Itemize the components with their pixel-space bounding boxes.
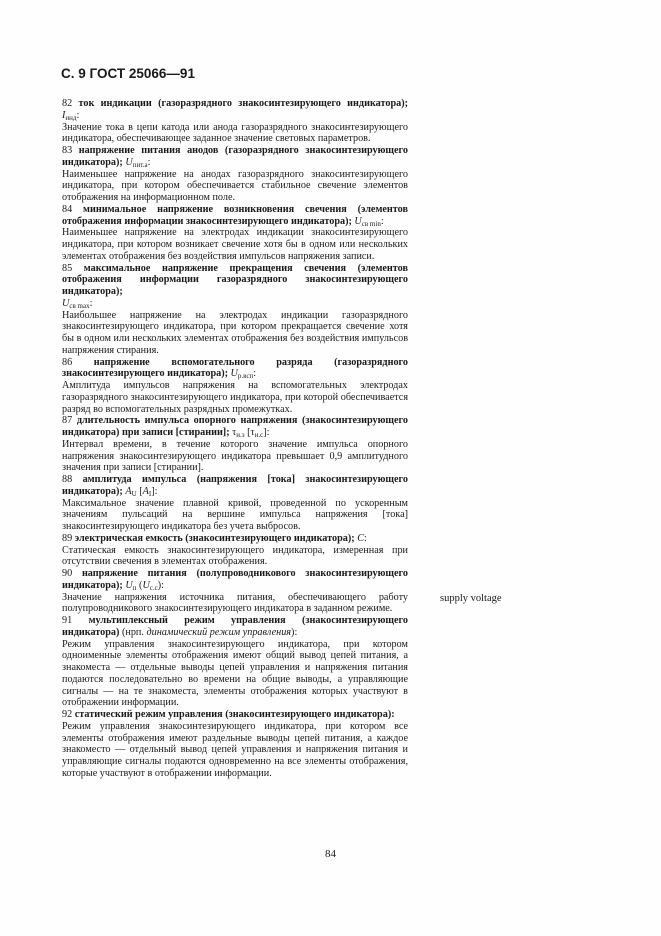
term-entry [62, 709, 408, 780]
term-entry [62, 533, 408, 568]
term-entry [62, 568, 408, 615]
term-heading: 83 напряжение питания анодов (газоразрядного знакосинтезирующего индикатора); $U_{пит.а}$: [62, 145, 409, 169]
term-entry [62, 357, 408, 416]
terms-list [62, 98, 408, 780]
term-definition: Амплитуда импульсов напряжения на вспомогательных электродах газоразрядного знакосинтезирующего индикатора, при которой обеспечивается разряд во вспомогательных разрядных промежутках. [62, 380, 408, 415]
page-header: С. 9 ГОСТ 25066—91 [61, 66, 195, 81]
term-entry [62, 98, 408, 145]
term-heading: 82 ток индикации (газоразрядного знакосинтезирующего индикатора); $I_{инд}$: [62, 98, 408, 122]
term-entry [62, 474, 408, 533]
term-heading: 88 амплитуда импульса (напряжения [тока] знакосинтезирующего индикатора); $A_U$ $[A_I]$: [62, 474, 409, 498]
term-entry [62, 415, 408, 474]
term-definition: Статическая емкость знакосинтезирующего индикатора, измеренная при отсутствии свечения в элементах отображения. [62, 544, 408, 568]
term-entry [62, 615, 408, 709]
term-definition: Максимальное значение плавной кривой, проведенной по ускоренным значениям пульсаций на вершине импульса напряжения [тока] знакосинтезирующего индикатора без учета выбросов. [62, 497, 408, 532]
page-number: 84 [325, 848, 336, 860]
term-definition: Значение напряжения источника питания, обеспечивающего работу полупроводникового знакосинтезирующего индикатора в заданном режиме. [62, 591, 408, 615]
term-entry [62, 263, 408, 357]
term-heading: 92 статический режим управления (знакосинтезирующего индикатора): [62, 709, 395, 720]
term-definition: Режим управления знакосинтезирующего индикатора, при котором одноименные элементы отображения имеют общий вывод цепей питания, а знакоместа — отдельные выводы цепей управления и напряжения питания подаются последовательно во времени на общие выводы, а управляющие сигналы — на те знакоместа, элементы отображения которых участвуют в отображении информации. [62, 638, 408, 709]
term-definition: Наибольшее напряжение на электродах индикации газоразрядного знакосинтезирующего индикатора, при котором прекращается свечение хотя бы в одном или нескольких элементах отображения без воздействия импульсов напряжения стирания. [62, 309, 408, 356]
term-heading: 84 минимальное напряжение возникновения свечения (элементов отображения информации знакосинтезирующего индикатора); $U_{св min}$: [62, 203, 408, 228]
margin-note-english-term: supply voltage [440, 593, 502, 604]
term-entry [62, 204, 408, 263]
term-heading: 91 мультиплексный режим управления (знакосинтезирующего индикатора) (нрп. динамический режим управления): [62, 615, 409, 638]
term-heading: 89 электрическая емкость (знакосинтезирующего индикатора); C: [62, 532, 367, 544]
term-heading: 85 максимальное напряжение прекращения свечения (элементов отображения информации газоразрядного знакосинтезирующего индикатора); $U_{св max}$: [62, 262, 408, 310]
term-definition: Наименьшее напряжение на анодах газоразрядного знакосинтезирующего индикатора, при котором обеспечивается стабильное свечение элементов отображения на информационном поле. [62, 168, 408, 203]
term-definition: Интервал времени, в течение которого значение импульса опорного напряжения знакосинтезирующего индикатора превышает 0,9 амплитудного значения при записи [стирании]. [62, 438, 408, 474]
term-definition: Наименьшее напряжение на электродах индикации знакосинтезирующего индикатора, при котором возникает свечение хотя бы в одном или нескольких элементах отображения без воздействия импульсов напряжения записи. [62, 227, 408, 262]
term-entry [62, 145, 408, 204]
term-definition: Режим управления знакосинтезирующего индикатора, при котором все элементы отображения имеют раздельные выводы цепей питания, а каждое знакоместо — отдельный вывод цепей управления и напряжения питания и управляющие сигналы подаются одновременно на все элементы отображения, которые участвуют в отображении информации. [62, 720, 408, 779]
term-definition: Значение тока в цепи катода или анода газоразрядного знакосинтезирующего индикатора, обеспечивающее заданное значение световых параметров. [62, 121, 408, 145]
term-heading: 87 длительность импульса опорного напряжения (знакосинтезирующего индикатора) при записи [стирании]; $\tau_{и.з}$ $[\tau_{и.с}]$: [62, 415, 408, 439]
term-heading: 86 напряжение вспомогательного разряда (газоразрядного знакосинтезирующего индикатора); $U_{р.всп}$: [62, 356, 408, 381]
term-heading: 90 напряжение питания (полупроводникового знакосинтезирующего индикатора); $U_п$ $(U_{с.с})$: [62, 568, 409, 592]
